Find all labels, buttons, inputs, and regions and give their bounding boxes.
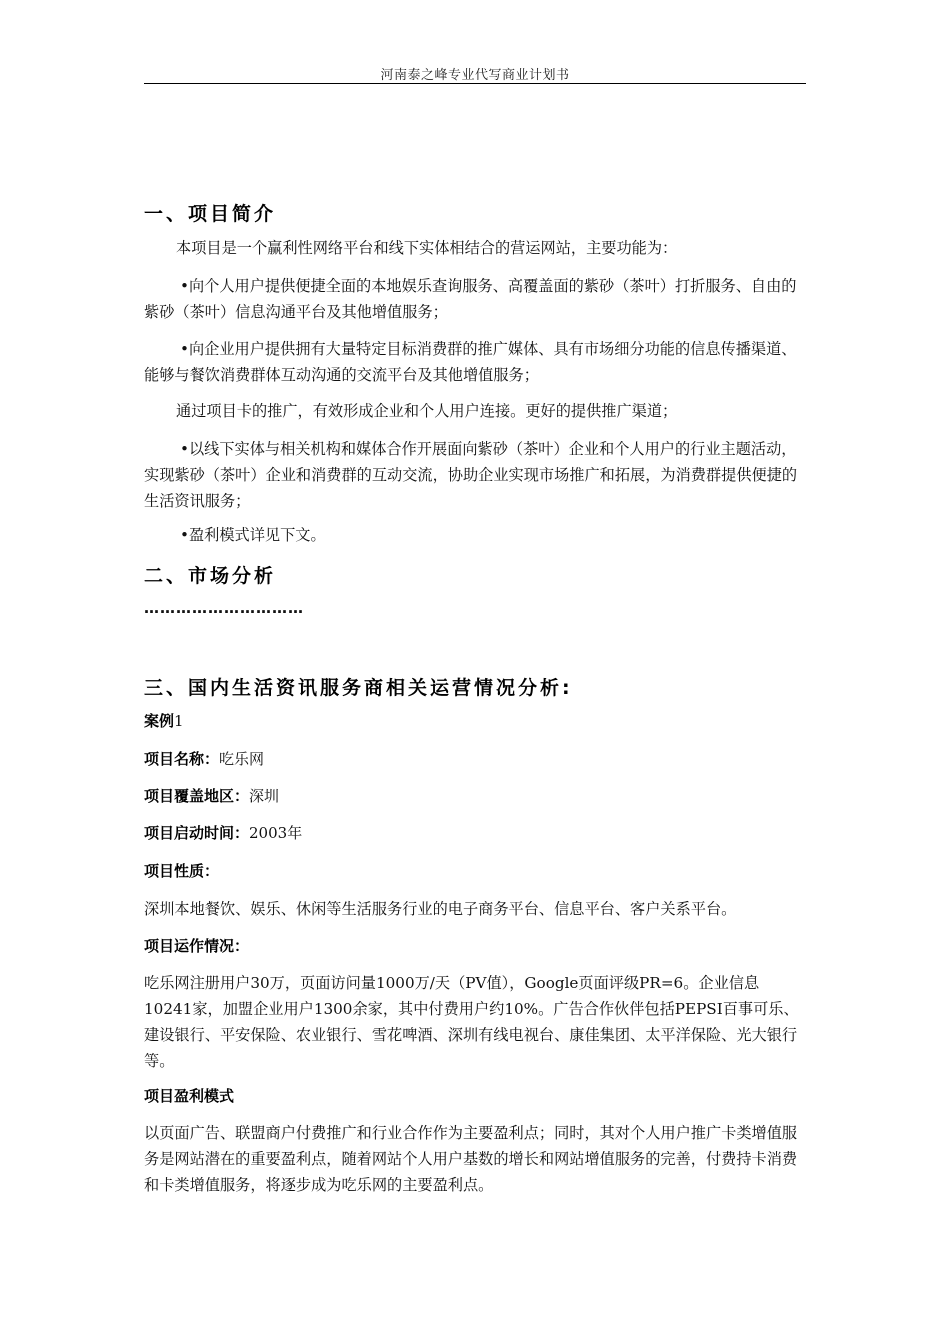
bullet-enterprise-users: •向企业用户提供拥有大量特定目标消费群的推广媒体、具有市场细分功能的信息传播渠道、能够与餐饮消费群体互动沟通的交流平台及其他增值服务； <box>144 340 797 384</box>
project-name-label: 项目名称： <box>144 750 220 768</box>
project-profit-text: 以页面广告、联盟商户付费推广和行业合作作为主要盈利点；同时，其对个人用户推广卡类增值服务是网站潜在的重要盈利点，随着网站个人用户基数的增长和网站增值服务的完善，付费持卡消费和卡类增值服务，将逐步成为吃乐网的主要盈利点。 <box>144 1124 798 1194</box>
section-1-para-2: 通过项目卡的推广，有效形成企业和个人用户连接。更好的提供推广渠道； <box>176 402 678 420</box>
project-area-row <box>144 785 806 806</box>
project-profit-label: 项目盈利模式 <box>144 1087 235 1105</box>
project-start-value: 2003年 <box>249 824 303 842</box>
page-header: 河南泰之峰专业代写商业计划书 <box>380 68 570 83</box>
case-label: 案例 <box>144 712 175 730</box>
header-divider <box>144 83 806 84</box>
project-operations-text: 吃乐网注册用户30万，页面访问量1000万/天（PV值），Google页面评级PR=6。企业信息10241家，加盟企业用户1300余家，其中付费用户约10%。广告合作伙伴包括PEPSI百事可乐、建设银行、平安保险、农业银行、雪花啤酒、深圳有线电视台、康佳集团、太平洋保险、光大银行等。 <box>144 974 799 1070</box>
section-3-heading: 三、国内生活资讯服务商相关运营情况分析: <box>144 677 573 699</box>
bullet-offline-activities: •以线下实体与相关机构和媒体合作开展面向紫砂（茶叶）企业和个人用户的行业主题活动，实现紫砂（茶叶）企业和消费群的互动交流，协助企业实现市场推广和拓展，为消费群提供便捷的生活资讯服务； <box>144 440 798 510</box>
bullet-profit-model: •盈利模式详见下文。 <box>180 526 326 544</box>
bullet-personal-users: •向个人用户提供便捷全面的本地娱乐查询服务、高覆盖面的紫砂（茶叶）打折服务、自由的紫砂（茶叶）信息沟通平台及其他增值服务； <box>144 277 797 321</box>
project-name-row <box>144 748 806 769</box>
project-area-value: 深圳 <box>249 787 280 805</box>
section-1-heading: 一、项目简介 <box>144 203 277 225</box>
project-operations-label: 项目运作情况： <box>144 937 250 955</box>
project-start-row <box>144 822 806 843</box>
case-number: 1 <box>174 712 184 730</box>
section-2-heading: 二、市场分析 <box>144 565 277 587</box>
case-label-row <box>144 710 806 731</box>
project-nature-text: 深圳本地餐饮、娱乐、休闲等生活服务行业的电子商务平台、信息平台、客户关系平台。 <box>144 900 737 918</box>
section-1-intro: 本项目是一个赢利性网络平台和线下实体相结合的营运网站，主要功能为： <box>176 239 678 257</box>
project-area-label: 项目覆盖地区： <box>144 787 250 805</box>
project-start-label: 项目启动时间： <box>144 824 250 842</box>
project-nature-label: 项目性质： <box>144 862 220 880</box>
section-2-ellipsis: ………………………… <box>144 599 304 617</box>
project-name-value: 吃乐网 <box>219 750 265 768</box>
